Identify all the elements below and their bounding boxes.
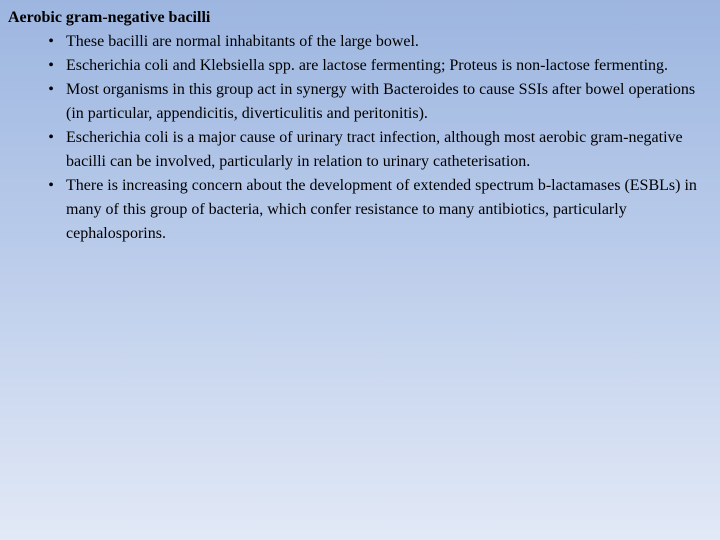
bullet-text: These bacilli are normal inhabitants of the large bowel. [66,33,419,50]
list-item [8,54,714,78]
bullet-icon: • [48,33,54,50]
list-item [8,78,714,126]
bullet-text: Escherichia coli is a major cause of urinary tract infection, although most aerobic gram-negative bacilli can be involved, particularly in relation to urinary catheterisation. [66,129,683,170]
bullet-icon: • [48,57,54,74]
slide-content [8,6,714,246]
bullet-list [8,30,714,246]
bullet-text: Most organisms in this group act in synergy with Bacteroides to cause SSIs after bowel operations (in particular, appendicitis, diverticulitis and peritonitis). [66,81,696,122]
list-item [8,174,714,246]
bullet-text: There is increasing concern about the development of extended spectrum b-lactamases (ESBLs) in many of this group of bacteria, which confer resistance to many antibiotics, particularly cephalosporins. [66,177,697,242]
list-item [8,126,714,174]
list-item [8,30,714,54]
bullet-icon: • [48,81,54,98]
bullet-icon: • [48,129,54,146]
slide-title: Aerobic gram-negative bacilli [8,9,211,26]
bullet-text: Escherichia coli and Klebsiella spp. are lactose fermenting; Proteus is non-lactose fermenting. [66,57,669,74]
bullet-icon: • [48,177,54,194]
